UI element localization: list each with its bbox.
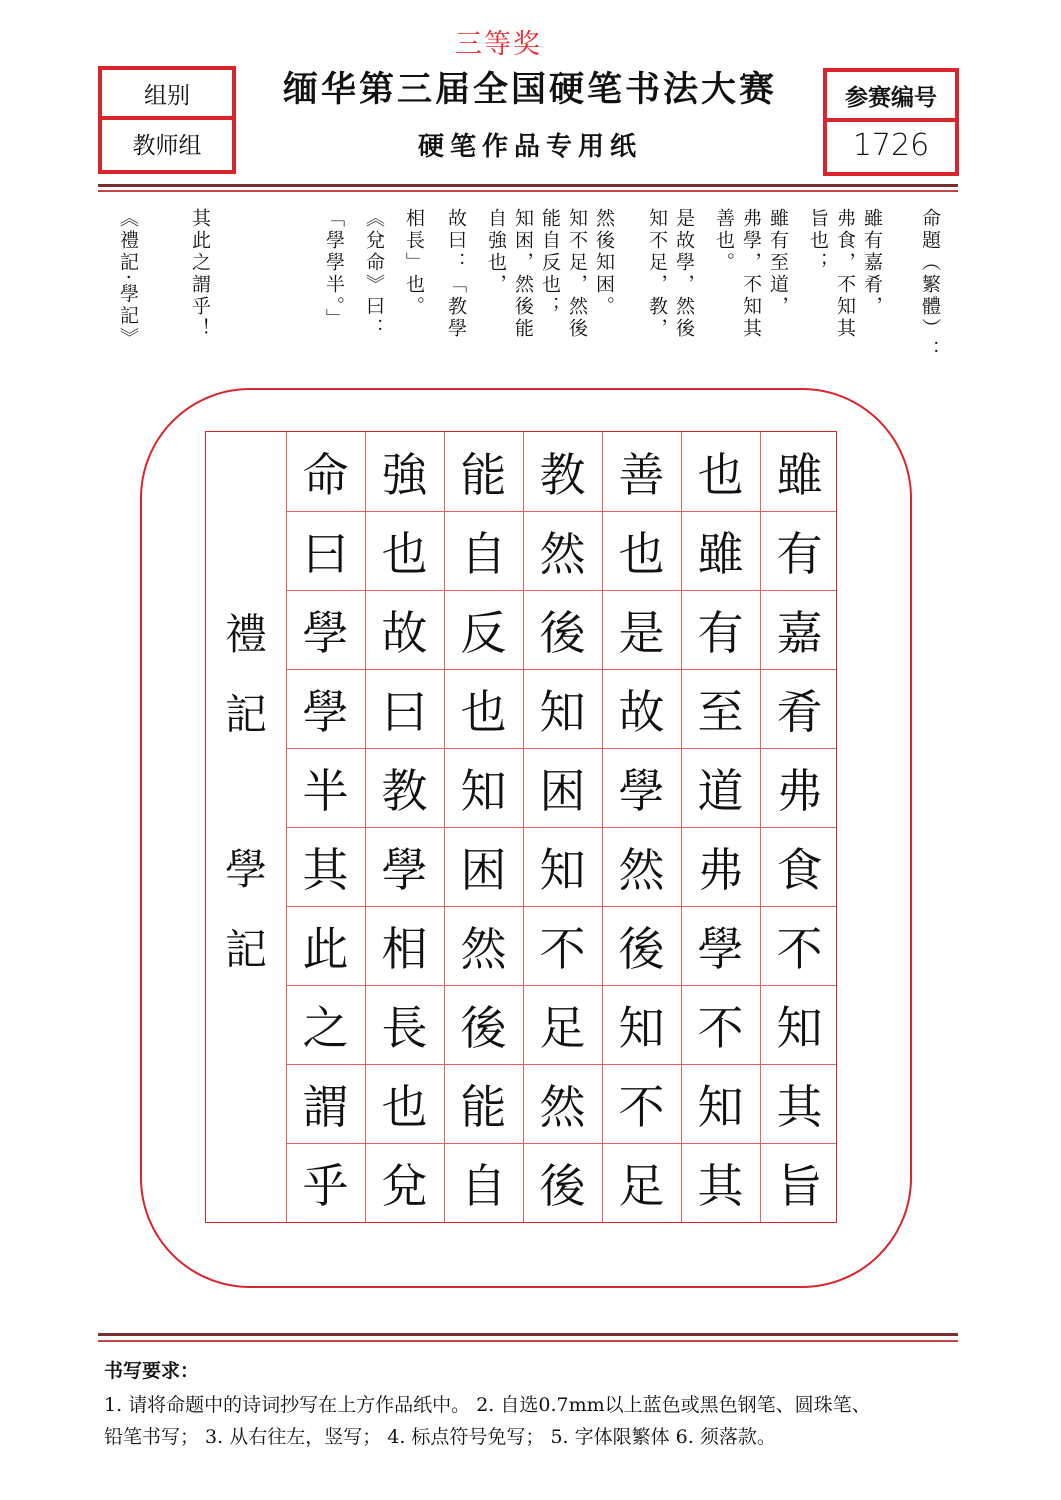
signature-char: 學 [224,845,267,894]
grid-character: 嘉 [776,605,823,660]
grid-character: 教 [539,447,586,502]
grid-character: 知 [618,1000,665,1055]
grid-character: 不 [618,1079,665,1134]
grid-character: 謂 [302,1079,349,1134]
signature-char: 記 [224,690,267,739]
grid-character: 兌 [381,1158,428,1213]
grid-character: 也 [460,684,507,739]
prompt-column: 弗食，不知其 [834,208,856,340]
prompt-column: 相長」也。 [403,208,425,318]
grid-character: 旨 [776,1158,823,1213]
grid-character: 學 [697,921,744,976]
grid-character: 食 [776,842,823,897]
grid-character: 學 [302,684,349,739]
grid-character: 其 [697,1158,744,1213]
prompt-column: 是故學，然後 [673,208,695,340]
grid-character: 雖 [776,447,823,502]
prompt-column: 知困，然後能 [512,208,534,340]
grid-character: 之 [302,1000,349,1055]
paper-subtitle: 硬笔作品专用纸 [417,132,642,162]
prompt-column: 善也。 [713,208,735,274]
grid-character: 也 [697,447,744,502]
grid-character: 其 [302,842,349,897]
grid-character: 然 [460,921,507,976]
signature-char: 禮 [224,610,267,659]
grid-character: 然 [539,526,586,581]
grid-character: 有 [697,605,744,660]
prompt-column: 《禮記·學記》 [117,208,139,350]
grid-character: 是 [618,605,665,660]
prompt-column: 雖有至道， [767,208,789,318]
grid-character: 後 [539,1158,586,1213]
competition-title: 缅华第三届全国硬笔书法大赛 [282,69,777,110]
grid-character: 教 [381,763,428,818]
signature-char: 記 [224,925,267,974]
prompt-column: 命題（繁體）： [919,208,941,362]
header-divider [98,184,958,187]
grid-character: 有 [776,526,823,581]
prompt-column: 弗學，不知其 [740,208,762,340]
prompt-column: 雖有嘉肴， [861,208,883,318]
award-label: 三等奖 [455,29,542,60]
grid-character: 命 [302,447,349,502]
grid-character: 相 [381,921,428,976]
group-label: 组别 [102,70,232,120]
grid-character: 自 [460,1158,507,1213]
writing-grid [205,431,837,1223]
grid-character: 足 [539,1000,586,1055]
group-box [98,66,236,174]
grid-character: 知 [697,1079,744,1134]
grid-character: 善 [618,447,665,502]
grid-character: 學 [618,763,665,818]
grid-character: 也 [381,1079,428,1134]
grid-character: 不 [776,921,823,976]
prompt-column: 「學學半。」 [323,208,345,331]
prompt-column: 知不足，然後 [566,208,588,340]
grid-character: 知 [460,763,507,818]
grid-character: 能 [460,1079,507,1134]
grid-character: 知 [539,684,586,739]
footer-divider-thin [98,1340,958,1342]
id-box [823,68,959,176]
grid-character: 學 [381,842,428,897]
grid-character: 半 [302,763,349,818]
grid-character: 不 [697,1000,744,1055]
id-label: 参赛编号 [827,72,955,122]
grid-character: 長 [381,1000,428,1055]
grid-character: 後 [618,921,665,976]
grid-character: 弗 [697,842,744,897]
grid-character: 其 [776,1079,823,1134]
grid-character: 然 [539,1079,586,1134]
grid-character: 肴 [776,684,823,739]
grid-character: 足 [618,1158,665,1213]
requirements-line: 铅笔书写； 3. 从右往左，竖写； 4. 标点符号免写； 5. 字体限繁体 6. 须落款。 [104,1426,776,1448]
grid-character: 此 [302,921,349,976]
grid-character: 道 [697,763,744,818]
grid-character: 反 [460,605,507,660]
grid-character: 困 [460,842,507,897]
grid-character: 乎 [302,1158,349,1213]
prompt-column: 《兌命》曰： [363,208,385,340]
grid-character: 弗 [776,763,823,818]
grid-character: 不 [539,921,586,976]
grid-character: 然 [618,842,665,897]
grid-character: 後 [539,605,586,660]
prompt-text [100,208,960,383]
group-value: 教师组 [132,132,202,159]
requirements-line: 1. 请将命题中的诗词抄写在上方作品纸中。 2. 自选0.7mm以上蓝色或黑色钢笔、圆珠笔、 [104,1394,871,1416]
prompt-column: 能自反也； [539,208,561,318]
grid-character: 也 [618,526,665,581]
grid-character: 曰 [302,526,349,581]
grid-character: 知 [539,842,586,897]
grid-character: 困 [539,763,586,818]
grid-character: 強 [381,447,428,502]
grid-character: 故 [381,605,428,660]
prompt-column: 知不足，教， [646,208,668,340]
prompt-column: 故曰：「教學 [445,208,467,340]
header-divider-thin [98,190,958,192]
prompt-column: 旨也； [807,208,829,274]
grid-character: 學 [302,605,349,660]
requirements-heading: 书写要求： [104,1360,200,1382]
footer-divider [98,1333,958,1336]
grid-character: 雖 [697,526,744,581]
grid-character: 後 [460,1000,507,1055]
grid-character: 自 [460,526,507,581]
prompt-column: 然後知困。 [593,208,615,318]
grid-character: 故 [618,684,665,739]
grid-character: 也 [381,526,428,581]
grid-character: 曰 [381,684,428,739]
grid-character: 至 [697,684,744,739]
prompt-column: 其此之謂乎！ [189,208,211,340]
prompt-column: 自強也， [485,208,507,296]
id-value: 1726 [852,127,930,163]
grid-character: 知 [776,1000,823,1055]
grid-character: 能 [460,447,507,502]
